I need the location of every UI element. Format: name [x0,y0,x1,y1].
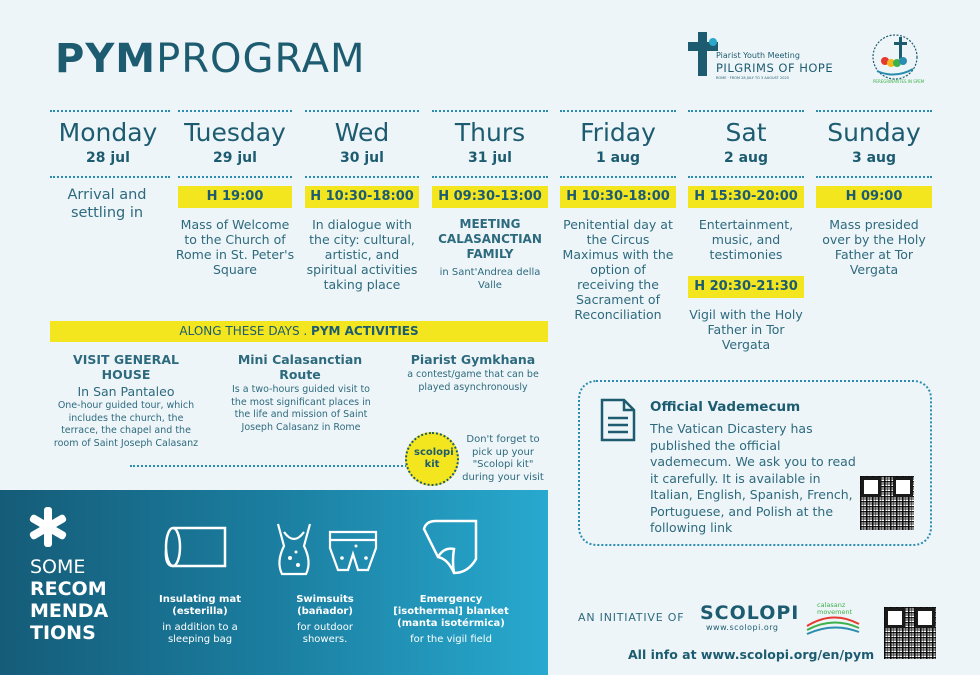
day-date-friday: 1 aug [595,150,641,166]
time-badge-wed: H 10:30-18:00 [305,186,419,208]
reco-swimsuit-text: for outdoor showers. [296,622,353,645]
day-desc-title-thurs: MEETING CALASANCTIAN FAMILY [438,217,542,261]
header-divider-7 [816,110,932,112]
date-divider-7 [816,176,932,178]
footer-qr-code[interactable] [884,607,936,659]
calasanz-text: calasanz movement [817,601,853,616]
day-desc-monday: Arrival and settling in [67,187,147,221]
header-divider-5 [560,110,676,112]
document-icon [598,396,638,444]
activity-title-visit: VISIT GENERAL HOUSE [73,352,179,382]
asterisk-icon [26,505,70,549]
header-divider-4 [432,110,548,112]
vademecum-qr-code[interactable] [860,476,914,530]
day-date-thurs: 31 jul [468,150,512,166]
date-divider-4 [432,176,548,178]
day-desc-thurs: in Sant'Andrea della Valle [439,267,541,291]
activity-subtitle-visit: In San Pantaleo [77,384,175,399]
swimsuit-icon [272,518,382,578]
blanket-icon [418,515,482,579]
activities-banner-bold: PYM ACTIVITIES [311,324,419,338]
activity-title-route: Mini Calasanctian Route [237,352,363,382]
date-divider-3 [305,176,419,178]
header-divider-3 [305,110,419,112]
title-rest: PROGRAM [156,36,366,82]
day-date-wed: 30 jul [340,150,384,166]
time-badge-sat-1: H 15:30-20:00 [688,186,804,208]
recommendations-title-line-4: TIONS [30,622,96,644]
header-divider-2 [178,110,292,112]
initiative-label: AN INITIATIVE OF [578,611,685,624]
reco-blanket-text: for the vigil field [410,634,492,645]
time-badge-sunday: H 09:00 [816,186,932,208]
all-info-link[interactable]: All info at www.scolopi.org/en/pym [628,647,875,662]
day-desc-sat-1: Entertainment, music, and testimonies [698,217,794,262]
scolopi-kit-badge [405,432,459,486]
day-name-thurs: Thurs [454,118,526,147]
activities-banner [50,321,548,342]
kit-note: Don't forget to pick up your "Scolopi kit" during your visit [462,434,544,483]
recommendations-title-line-1: SOME [30,556,86,578]
date-divider-1 [50,176,170,178]
day-desc-sat-2: Vigil with the Holy Father in Tor Vergata [689,307,803,352]
day-name-sat: Sat [725,118,767,147]
reco-mat [150,594,250,646]
activity-title-gymkhana: Piarist Gymkhana [410,352,536,367]
scolopi-url[interactable]: www.scolopi.org [706,623,779,632]
day-name-sunday: Sunday [827,118,921,147]
reco-blanket [386,594,516,646]
logo-sub-text: ROME · FROM 28 JULY TO 3 AUGUST 2025 [716,76,789,80]
jubilee-emblem-icon [865,33,925,83]
vademecum-text: The Vatican Dicastery has published the official vademecum. We ask you to read it carefully. It is available in Italian, English, Spanish, French, Portuguese, and Polish at the following link [650,421,856,535]
recommendations-title-line-3: MENDA [30,600,109,622]
date-divider-6 [688,176,804,178]
scolopi-kit-badge-label: scolopi kit [414,447,454,470]
date-divider-2 [178,176,292,178]
day-date-monday: 28 jul [86,150,130,166]
logo-big-text: PILGRIMS OF HOPE [716,61,834,75]
reco-blanket-title: Emergency [isothermal] blanket (manta isotérmica) [393,594,509,629]
mat-icon [163,520,233,576]
day-name-wed: Wed [334,118,390,147]
calasanz-logo [803,602,863,636]
reco-swimsuit [275,594,375,646]
day-desc-sunday: Mass presided over by the Holy Father at Tor Vergata [822,217,926,277]
day-name-tuesday: Tuesday [184,118,286,147]
day-date-sunday: 3 aug [851,150,897,166]
activity-text-route: Is a two-hours guided visit to the most significant places in the life and mission of Saint Joseph Calasanz in Rome [231,384,371,433]
time-badge-sat-2: H 20:30-21:30 [688,276,804,298]
jubilee-text: PEREGRINANTES IN SPEM [873,79,925,84]
day-name-friday: Friday [580,118,656,147]
recommendations-title-line-2: RECOM [30,578,107,600]
page-title [55,36,366,82]
logo-small-text: Piarist Youth Meeting [716,51,800,60]
reco-mat-title: Insulating mat (esterilla) [158,594,241,617]
activities-dotted-divider [130,465,410,467]
reco-mat-text: in addition to a sleeping bag [162,622,238,645]
header-divider-6 [688,110,804,112]
title-bold: PYM [55,36,157,82]
date-divider-5 [560,176,676,178]
day-name-monday: Monday [58,118,158,147]
time-badge-thurs: H 09:30-13:00 [432,186,548,208]
activity-text-visit: One-hour guided tour, which includes the church, the terrace, the chapel and the room of Saint Joseph Calasanz [53,400,199,449]
time-badge-friday: H 10:30-18:00 [560,186,676,208]
recommendations-title [30,556,108,644]
reco-swimsuit-title: Swimsuits (bañador) [296,594,354,617]
jubilee-logo [865,33,925,83]
time-badge-tuesday: H 19:00 [178,186,292,208]
day-desc-wed: In dialogue with the city: cultural, artistic, and spiritual activities taking place [306,217,418,292]
activity-text-gymkhana: a contest/game that can be played asynchronously [407,369,539,393]
day-date-tuesday: 29 jul [213,150,257,166]
day-desc-friday: Penitential day at the Circus Maximus with the option of receiving the Sacrament of Reconciliation [562,217,674,322]
header-divider-1 [50,110,170,112]
activities-banner-prefix: ALONG THESE DAYS . [179,324,312,338]
day-date-sat: 2 aug [723,150,769,166]
scolopi-logo-text: SCOLOPI [700,602,800,624]
day-desc-tuesday: Mass of Welcome to the Church of Rome in St. Peter's Square [175,217,295,277]
vademecum-title: Official Vademecum [650,399,801,415]
pym-logo [686,30,866,80]
